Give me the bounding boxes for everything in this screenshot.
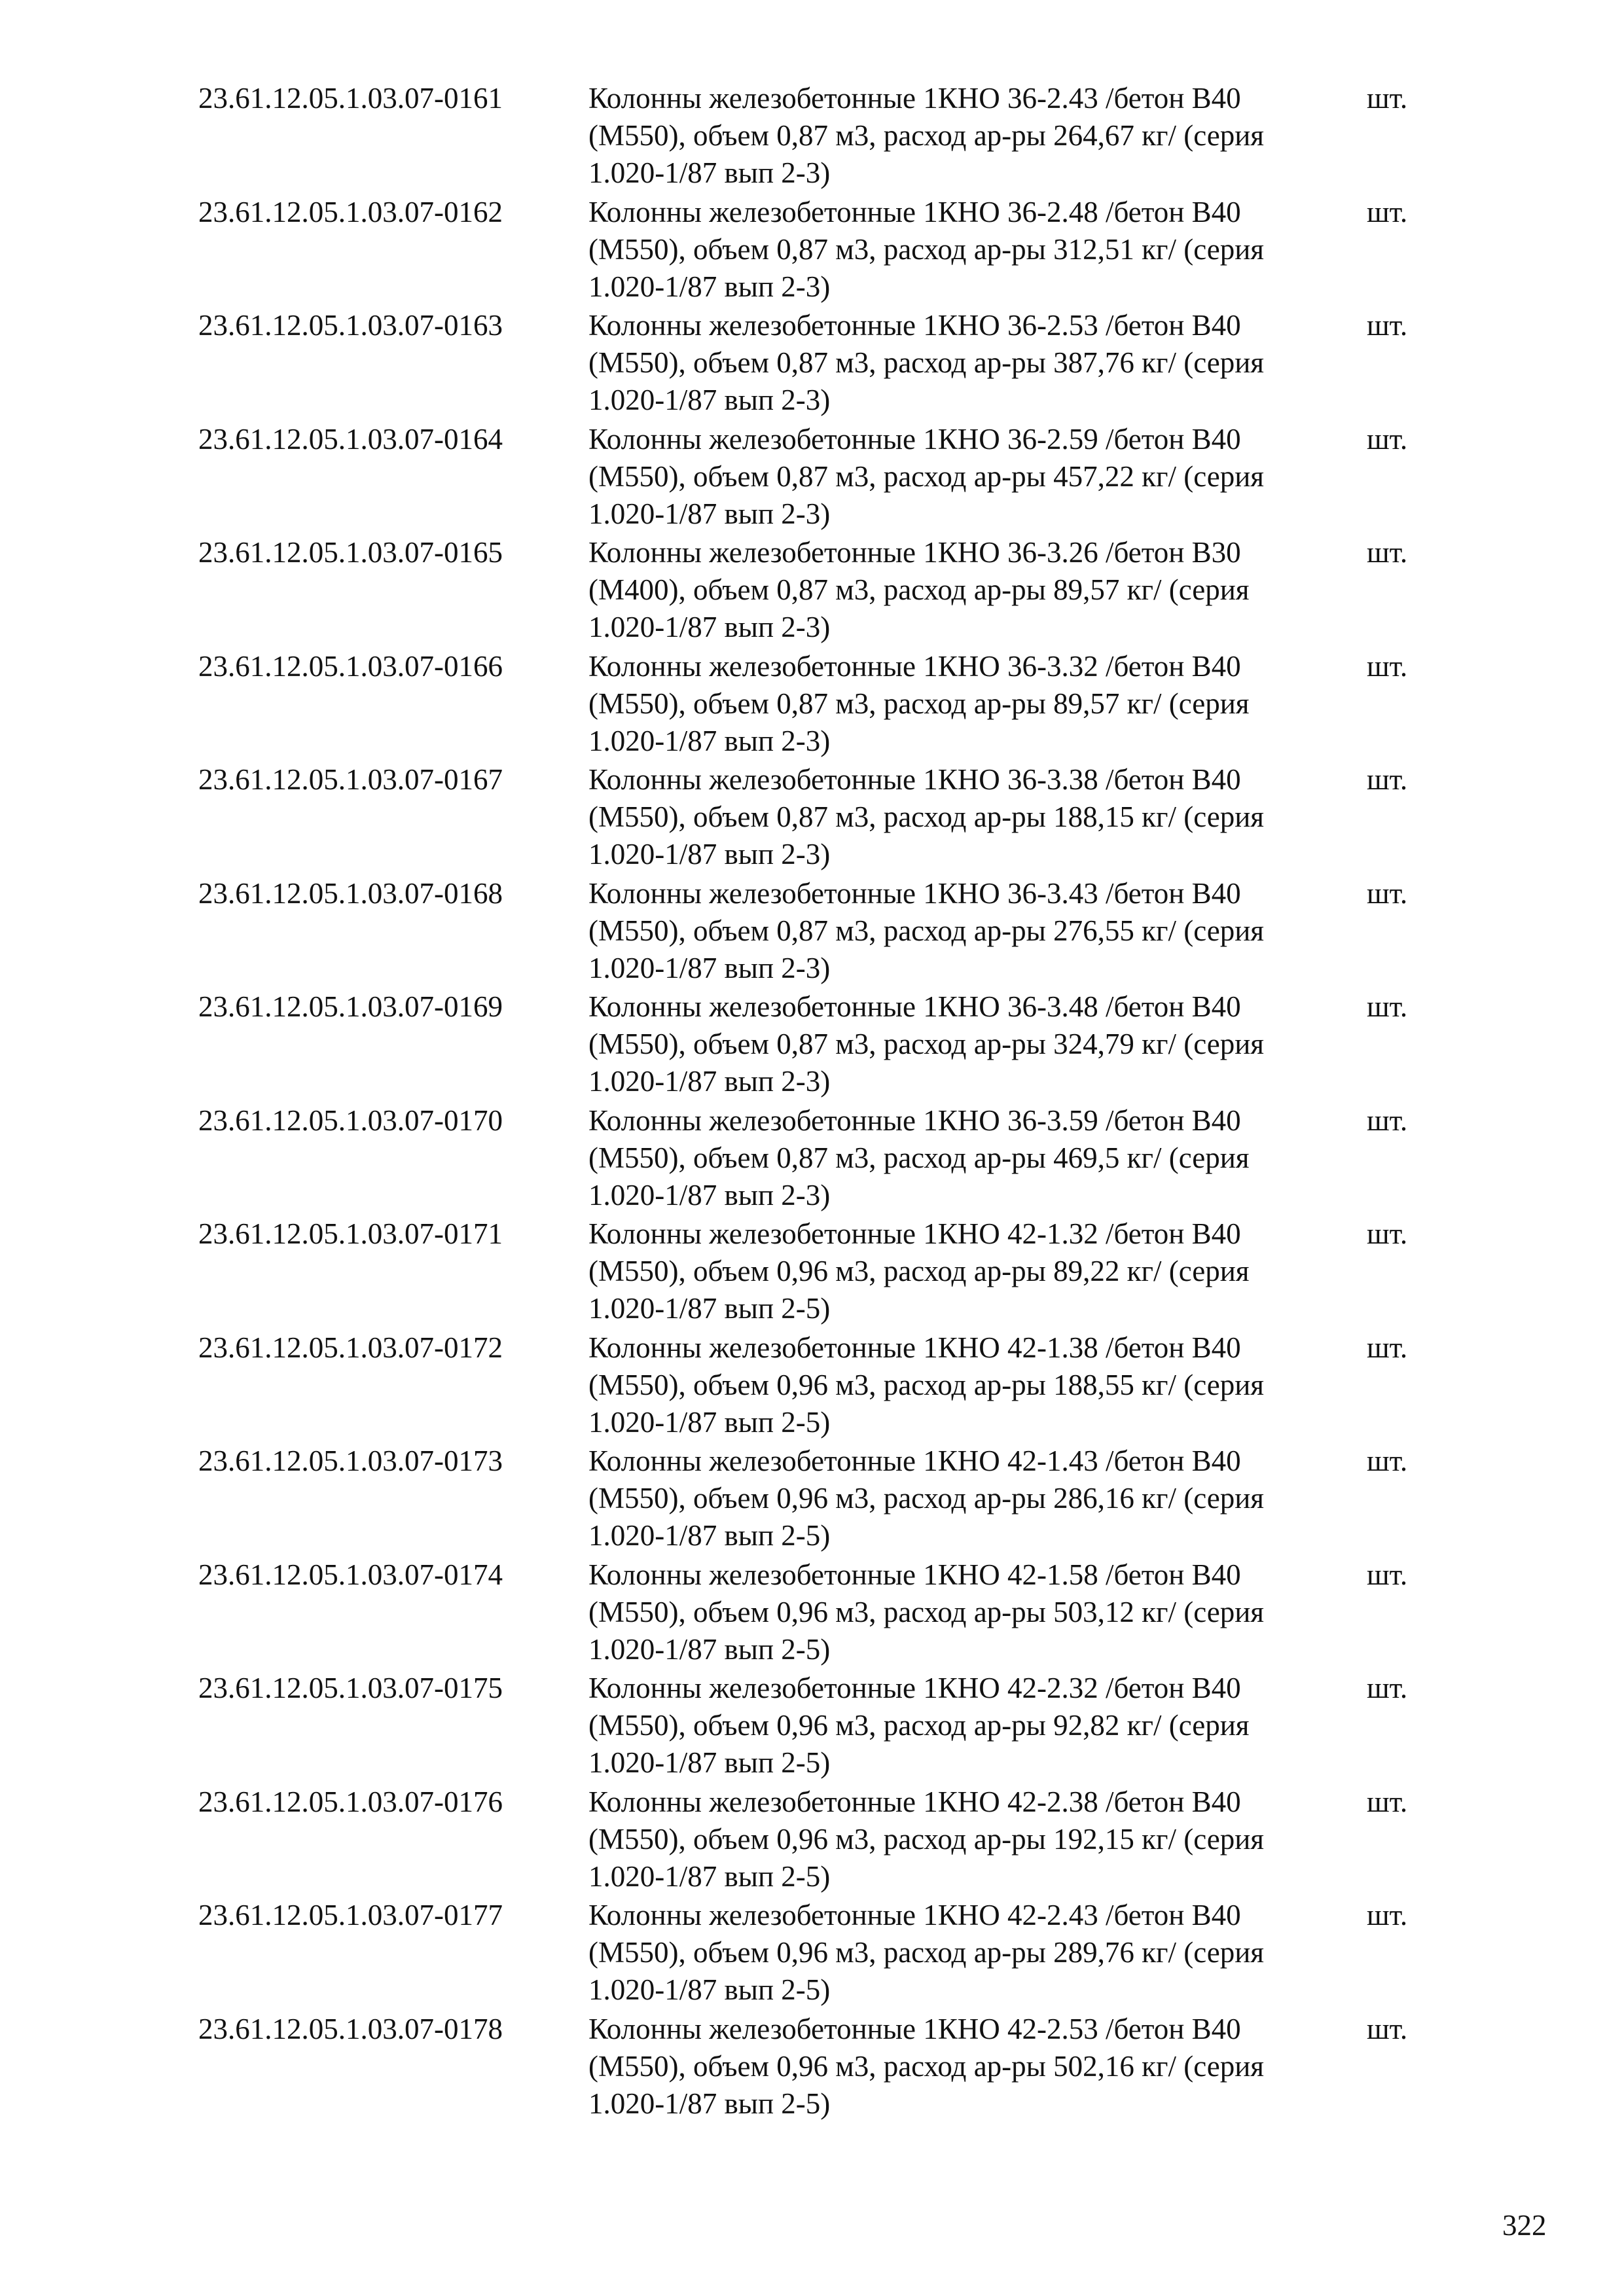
description-line: 1.020-1/87 вып 2-5) bbox=[588, 1292, 831, 1325]
unit-of-measure: шт. bbox=[1367, 536, 1408, 569]
description-line: Колонны железобетонные 1КНО 36-3.32 /бетон В40 bbox=[588, 649, 1241, 683]
resource-code: 23.61.12.05.1.03.07-0161 bbox=[198, 82, 503, 115]
description-line: (М550), объем 0,87 м3, расход ар-ры 312,51 кг/ (серия bbox=[588, 232, 1264, 266]
description-line: 1.020-1/87 вып 2-3) bbox=[588, 951, 831, 984]
description-line: 1.020-1/87 вып 2-3) bbox=[588, 384, 831, 416]
description-line: (М550), объем 0,96 м3, расход ар-ры 89,22 кг/ (серия bbox=[588, 1255, 1250, 1287]
description-line: 1.020-1/87 вып 2-5) bbox=[588, 2087, 831, 2120]
resource-code: 23.61.12.05.1.03.07-0162 bbox=[198, 195, 503, 228]
resource-code: 23.61.12.05.1.03.07-0170 bbox=[198, 1103, 503, 1137]
description-line: (М550), объем 0,87 м3, расход ар-ры 188,15 кг/ (серия bbox=[588, 800, 1264, 833]
description-line: Колонны железобетонные 1КНО 42-1.58 /бетон В40 bbox=[588, 1558, 1241, 1591]
description-line: (М550), объем 0,87 м3, расход ар-ры 457,22 кг/ (серия bbox=[588, 459, 1264, 493]
unit-of-measure: шт. bbox=[1367, 195, 1408, 228]
table-row bbox=[0, 71, 1624, 189]
table-row bbox=[0, 1660, 1624, 1779]
unit-of-measure: шт. bbox=[1367, 1785, 1408, 1818]
resource-code: 23.61.12.05.1.03.07-0175 bbox=[198, 1672, 503, 1704]
resource-code: 23.61.12.05.1.03.07-0174 bbox=[198, 1558, 503, 1591]
description-line: Колонны железобетонные 1КНО 42-2.38 /бетон В40 bbox=[588, 1785, 1241, 1818]
resource-code: 23.61.12.05.1.03.07-0176 bbox=[198, 1785, 503, 1818]
description-line: Колонны железобетонные 1КНО 36-2.43 /бетон В40 bbox=[588, 82, 1241, 115]
description-line: 1.020-1/87 вып 2-3) bbox=[588, 270, 831, 303]
description-line: (М550), объем 0,87 м3, расход ар-ры 324,79 кг/ (серия bbox=[588, 1028, 1264, 1060]
unit-of-measure: шт. bbox=[1367, 2012, 1408, 2045]
description-line: (М550), объем 0,87 м3, расход ар-ры 469,5 кг/ (серия bbox=[588, 1141, 1250, 1174]
unit-of-measure: шт. bbox=[1367, 422, 1408, 456]
table-row bbox=[0, 1433, 1624, 1552]
description-line: 1.020-1/87 вып 2-5) bbox=[588, 1405, 831, 1439]
description-line: (М550), объем 0,96 м3, расход ар-ры 286,16 кг/ (серия bbox=[588, 1482, 1264, 1515]
table-row bbox=[0, 185, 1624, 303]
table-row bbox=[0, 1888, 1624, 2006]
description-line: Колонны железобетонные 1КНО 36-3.38 /бетон В40 bbox=[588, 763, 1241, 796]
description-line: 1.020-1/87 вып 2-3) bbox=[588, 1065, 831, 1098]
unit-of-measure: шт. bbox=[1367, 309, 1408, 342]
description-line: (М550), объем 0,87 м3, расход ар-ры 264,67 кг/ (серия bbox=[588, 119, 1264, 152]
resource-code: 23.61.12.05.1.03.07-0173 bbox=[198, 1444, 503, 1477]
description-line: 1.020-1/87 вып 2-3) bbox=[588, 611, 831, 643]
description-line: (М550), объем 0,87 м3, расход ар-ры 387,76 кг/ (серия bbox=[588, 346, 1264, 379]
resource-description bbox=[588, 307, 1358, 419]
description-line: Колонны железобетонные 1КНО 36-3.59 /бетон В40 bbox=[588, 1103, 1241, 1137]
description-line: (М550), объем 0,96 м3, расход ар-ры 92,82 кг/ (серия bbox=[588, 1709, 1250, 1742]
description-line: Колонны железобетонные 1КНО 36-2.53 /бетон В40 bbox=[588, 309, 1241, 342]
unit-of-measure: шт. bbox=[1367, 82, 1408, 115]
description-line: Колонны железобетонные 1КНО 36-2.48 /бетон В40 bbox=[588, 195, 1241, 228]
unit-of-measure: шт. bbox=[1367, 649, 1408, 683]
table-row bbox=[0, 412, 1624, 530]
resource-code: 23.61.12.05.1.03.07-0178 bbox=[198, 2012, 503, 2045]
resource-description bbox=[588, 1443, 1358, 1554]
description-line: Колонны железобетонные 1КНО 36-3.43 /бетон В40 bbox=[588, 876, 1241, 910]
table-row bbox=[0, 525, 1624, 643]
description-line: (М550), объем 0,96 м3, расход ар-ры 289,76 кг/ (серия bbox=[588, 1936, 1264, 1969]
unit-of-measure: шт. bbox=[1367, 1444, 1408, 1477]
table-row bbox=[0, 639, 1624, 757]
unit-of-measure: шт. bbox=[1367, 1558, 1408, 1591]
description-line: Колонны железобетонные 1КНО 42-1.38 /бетон В40 bbox=[588, 1331, 1241, 1364]
unit-of-measure: шт. bbox=[1367, 1103, 1408, 1137]
unit-of-measure: шт. bbox=[1367, 990, 1408, 1023]
description-line: Колонны железобетонные 1КНО 42-1.32 /бетон В40 bbox=[588, 1217, 1241, 1250]
description-line: 1.020-1/87 вып 2-5) bbox=[588, 1859, 831, 1893]
table-row bbox=[0, 1547, 1624, 1666]
table-row bbox=[0, 979, 1624, 1098]
unit-of-measure: шт. bbox=[1367, 1217, 1408, 1250]
description-line: Колонны железобетонные 1КНО 36-2.59 /бетон В40 bbox=[588, 422, 1241, 456]
resource-description bbox=[588, 1784, 1358, 1895]
description-line: 1.020-1/87 вып 2-3) bbox=[588, 838, 831, 870]
table-row bbox=[0, 2001, 1624, 2120]
resource-description bbox=[588, 1102, 1358, 1214]
table-row bbox=[0, 1093, 1624, 1211]
description-line: (М550), объем 0,96 м3, расход ар-ры 188,55 кг/ (серия bbox=[588, 1368, 1264, 1401]
resource-description bbox=[588, 421, 1358, 533]
resource-code: 23.61.12.05.1.03.07-0166 bbox=[198, 649, 503, 683]
description-line: (М550), объем 0,96 м3, расход ар-ры 503,12 кг/ (серия bbox=[588, 1595, 1264, 1628]
resource-description bbox=[588, 1670, 1358, 1782]
table-row bbox=[0, 1774, 1624, 1893]
unit-of-measure: шт. bbox=[1367, 1672, 1408, 1704]
price-list-table bbox=[0, 71, 1624, 2120]
description-line: Колонны железобетонные 1КНО 36-3.48 /бетон В40 bbox=[588, 990, 1241, 1023]
resource-code: 23.61.12.05.1.03.07-0164 bbox=[198, 422, 503, 456]
resource-description bbox=[588, 534, 1358, 646]
resource-code: 23.61.12.05.1.03.07-0165 bbox=[198, 536, 503, 569]
description-line: 1.020-1/87 вып 2-5) bbox=[588, 1973, 831, 2006]
table-row bbox=[0, 752, 1624, 870]
resource-code: 23.61.12.05.1.03.07-0163 bbox=[198, 309, 503, 342]
resource-code: 23.61.12.05.1.03.07-0177 bbox=[198, 1899, 503, 1931]
description-line: 1.020-1/87 вып 2-3) bbox=[588, 497, 831, 530]
description-line: 1.020-1/87 вып 2-5) bbox=[588, 1519, 831, 1552]
description-line: (М550), объем 0,87 м3, расход ар-ры 276,55 кг/ (серия bbox=[588, 914, 1264, 947]
resource-code: 23.61.12.05.1.03.07-0167 bbox=[198, 763, 503, 796]
resource-code: 23.61.12.05.1.03.07-0168 bbox=[198, 876, 503, 910]
description-line: (М550), объем 0,96 м3, расход ар-ры 192,15 кг/ (серия bbox=[588, 1822, 1264, 1856]
description-line: Колонны железобетонные 1КНО 42-2.43 /бетон В40 bbox=[588, 1899, 1241, 1931]
description-line: (М550), объем 0,87 м3, расход ар-ры 89,57 кг/ (серия bbox=[588, 687, 1250, 720]
resource-description bbox=[588, 1897, 1358, 2009]
description-line: 1.020-1/87 вып 2-3) bbox=[588, 724, 831, 757]
description-line: Колонны железобетонные 1КНО 42-2.53 /бетон В40 bbox=[588, 2012, 1241, 2045]
table-row bbox=[0, 866, 1624, 984]
resource-description bbox=[588, 1215, 1358, 1327]
resource-description bbox=[588, 875, 1358, 987]
resource-description bbox=[588, 988, 1358, 1100]
unit-of-measure: шт. bbox=[1367, 763, 1408, 796]
description-line: Колонны железобетонные 1КНО 42-2.32 /бетон В40 bbox=[588, 1672, 1241, 1704]
resource-description bbox=[588, 1556, 1358, 1668]
description-line: 1.020-1/87 вып 2-3) bbox=[588, 1178, 831, 1211]
description-line: 1.020-1/87 вып 2-5) bbox=[588, 1746, 831, 1779]
description-line: (М400), объем 0,87 м3, расход ар-ры 89,57 кг/ (серия bbox=[588, 573, 1250, 606]
unit-of-measure: шт. bbox=[1367, 876, 1408, 910]
resource-description bbox=[588, 194, 1358, 306]
resource-description bbox=[588, 648, 1358, 760]
resource-code: 23.61.12.05.1.03.07-0171 bbox=[198, 1217, 503, 1250]
table-row bbox=[0, 1320, 1624, 1439]
description-line: 1.020-1/87 вып 2-3) bbox=[588, 156, 831, 189]
description-line: Колонны железобетонные 1КНО 36-3.26 /бетон В30 bbox=[588, 536, 1241, 569]
table-row bbox=[0, 1206, 1624, 1325]
unit-of-measure: шт. bbox=[1367, 1331, 1408, 1364]
description-line: 1.020-1/87 вып 2-5) bbox=[588, 1632, 831, 1666]
description-line: Колонны железобетонные 1КНО 42-1.43 /бетон В40 bbox=[588, 1444, 1241, 1477]
unit-of-measure: шт. bbox=[1367, 1899, 1408, 1931]
resource-description bbox=[588, 2011, 1358, 2123]
resource-code: 23.61.12.05.1.03.07-0169 bbox=[198, 990, 503, 1023]
table-row bbox=[0, 298, 1624, 416]
description-line: (М550), объем 0,96 м3, расход ар-ры 502,16 кг/ (серия bbox=[588, 2049, 1264, 2083]
resource-code: 23.61.12.05.1.03.07-0172 bbox=[198, 1331, 503, 1364]
page-number: 322 bbox=[1502, 2209, 1547, 2242]
resource-description bbox=[588, 761, 1358, 873]
resource-description bbox=[588, 80, 1358, 192]
resource-description bbox=[588, 1329, 1358, 1441]
